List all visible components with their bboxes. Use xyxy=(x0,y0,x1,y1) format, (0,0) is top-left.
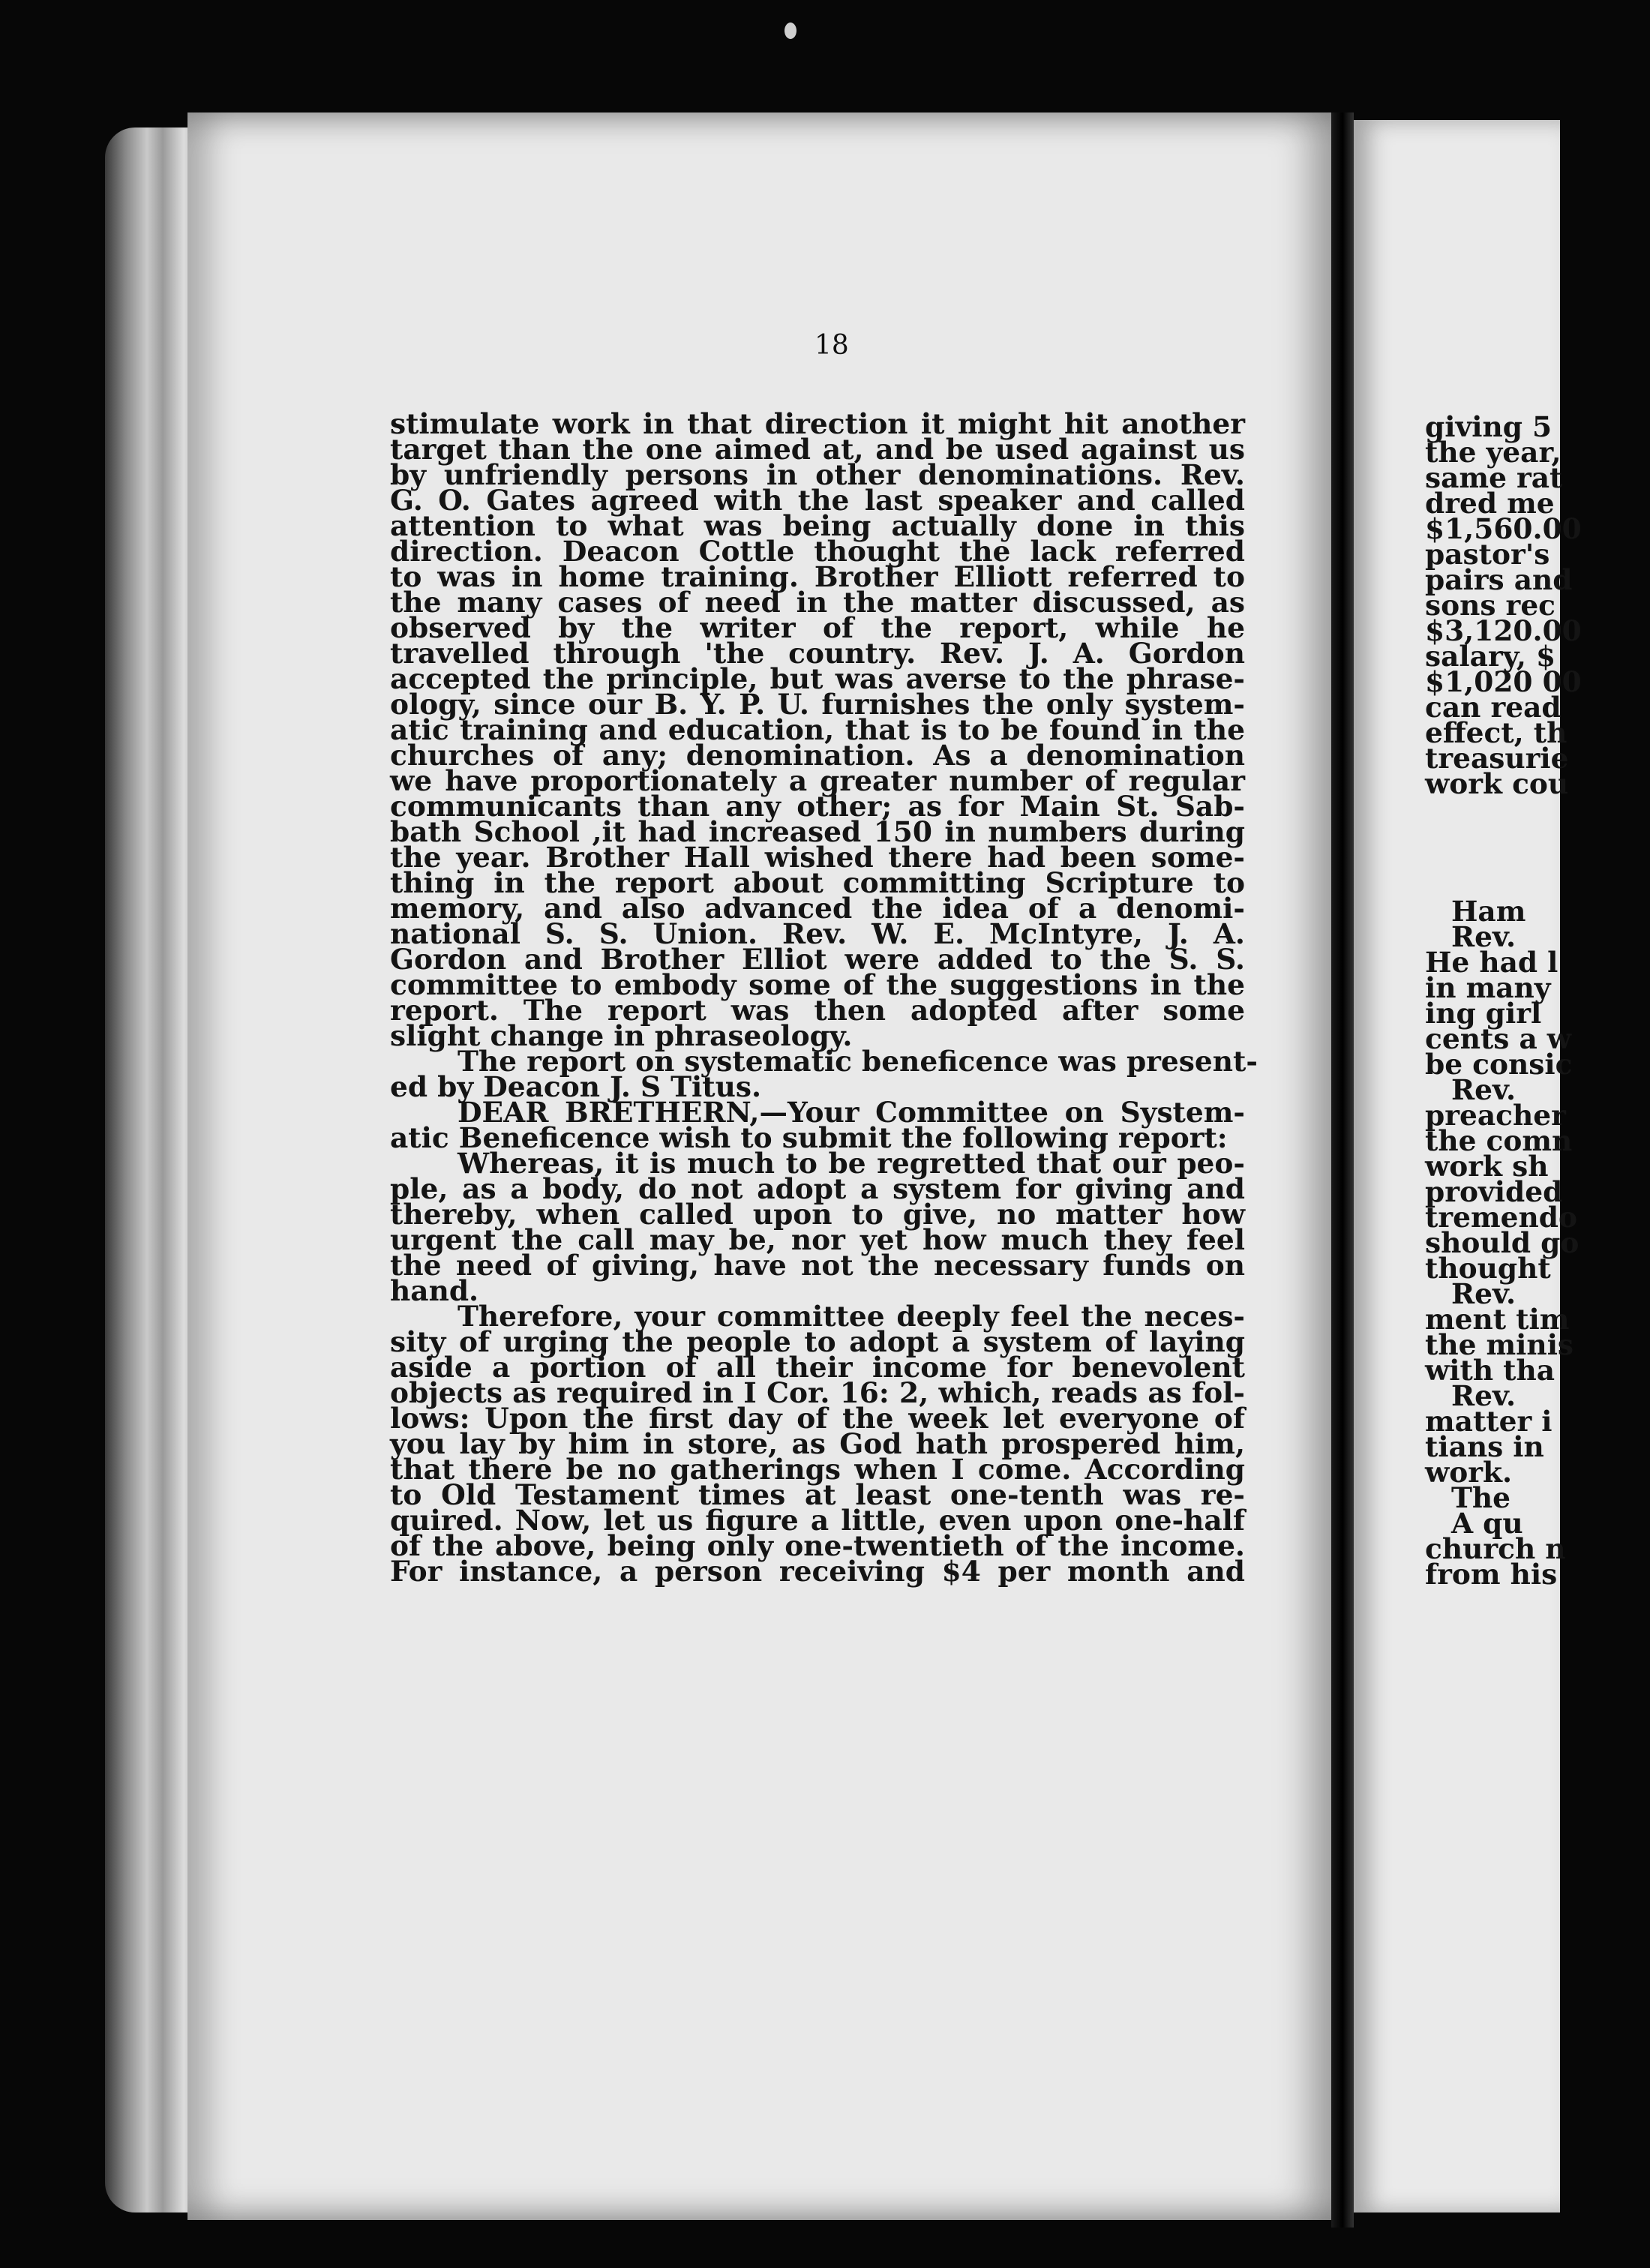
partial-text-line: the comn xyxy=(1425,1124,1573,1157)
partial-text-line: A qu xyxy=(1451,1507,1523,1540)
partial-text-line: be consic xyxy=(1425,1048,1573,1081)
text-line: aside a portion of all their income for benevolent xyxy=(390,1351,1245,1384)
partial-text-line: The xyxy=(1451,1481,1511,1514)
text-line: churches of any; denomination. As a denomination xyxy=(390,739,1245,772)
text-line: we have proportionately a greater number of regular xyxy=(390,764,1245,797)
text-line: Gordon and Brother Elliot were added to the S. S. xyxy=(390,943,1245,976)
text-line: Therefore, your committee deeply feel the neces- xyxy=(458,1300,1245,1333)
text-line: atic training and education, that is to be found in the xyxy=(390,713,1245,746)
partial-text-line: Ham xyxy=(1451,895,1526,928)
text-line: by unfriendly persons in other denominations. Rev. xyxy=(390,458,1245,491)
text-line: travelled through 'the country. Rev. J. A. Gordon xyxy=(390,637,1245,670)
partial-text-line: pairs and xyxy=(1425,563,1573,596)
text-line: urgent the call may be, nor yet how much they feel xyxy=(390,1223,1245,1256)
partial-text-line: $3,120.00 xyxy=(1425,614,1582,647)
text-line: ed by Deacon J. S Titus. xyxy=(390,1070,762,1103)
partial-text-line: church n xyxy=(1425,1532,1566,1565)
partial-text-line: He had l xyxy=(1425,946,1558,979)
partial-text-line: the year, xyxy=(1425,436,1562,469)
text-line: national S. S. Union. Rev. W. E. McIntyre, J. A. xyxy=(390,917,1245,950)
text-line: sity of urging the people to adopt a system of laying xyxy=(390,1325,1245,1358)
page-number: 18 xyxy=(814,330,849,361)
text-line: to was in home training. Brother Elliott referred to xyxy=(390,560,1245,593)
text-line: report. The report was then adopted after some xyxy=(390,994,1245,1027)
partial-text-line: with tha xyxy=(1425,1354,1556,1387)
text-line: bath School ,it had increased 150 in numbers during xyxy=(390,815,1245,848)
partial-text-line: ing girl xyxy=(1425,997,1542,1030)
text-line: thereby, when called upon to give, no matter how xyxy=(390,1198,1245,1231)
text-line: quired. Now, let us figure a little, even upon one-half xyxy=(390,1504,1245,1537)
text-line: direction. Deacon Cottle thought the lack referred xyxy=(390,535,1245,568)
partial-text-line: tians in xyxy=(1425,1430,1544,1463)
partial-text-line: tremendo xyxy=(1425,1201,1577,1234)
text-line: memory, and also advanced the idea of a denomi- xyxy=(390,892,1245,925)
partial-text-line: work sh xyxy=(1425,1150,1549,1183)
text-line: The report on systematic beneficence was present- xyxy=(458,1045,1258,1078)
binding-mark xyxy=(784,22,796,39)
partial-text-line: same rat xyxy=(1425,461,1563,494)
partial-text-line: $1,020 00 xyxy=(1425,665,1582,698)
text-line: the need of giving, have not the necessary funds on xyxy=(390,1249,1245,1282)
partial-text-line: dred me xyxy=(1425,487,1555,520)
partial-text-line: $1,560.00 xyxy=(1425,512,1582,545)
partial-text-line: preacher xyxy=(1425,1099,1566,1132)
text-line: to Old Testament times at least one-tenth was re- xyxy=(390,1478,1245,1511)
text-line: stimulate work in that direction it might hit another xyxy=(390,407,1245,440)
partial-text-line: work cou xyxy=(1425,767,1569,800)
text-line: atic Beneficence wish to submit the following report: xyxy=(390,1121,1228,1154)
text-line: Whereas, it is much to be regretted that our peo- xyxy=(458,1147,1245,1180)
partial-text-line: can read xyxy=(1425,691,1562,724)
partial-text-line: the minis xyxy=(1425,1328,1574,1361)
partial-text-line: Rev. xyxy=(1451,1277,1516,1310)
partial-text-line: in many xyxy=(1425,971,1551,1004)
partial-text-line: pastor's xyxy=(1425,538,1550,571)
text-line: ology, since our B. Y. P. U. furnishes the only system- xyxy=(390,688,1245,721)
text-line: lows: Upon the first day of the week let everyone of xyxy=(390,1402,1245,1435)
partial-text-line: cents a w xyxy=(1425,1022,1572,1055)
partial-text-line: sons rec xyxy=(1425,589,1556,622)
partial-text-line: Rev. xyxy=(1451,1379,1516,1412)
text-line: G. O. Gates agreed with the last speaker and called xyxy=(390,484,1245,517)
partial-text-line: effect, th xyxy=(1425,716,1568,749)
partial-text-line: work. xyxy=(1425,1456,1513,1489)
text-line: accepted the principle, but was averse to the phrase- xyxy=(390,662,1245,695)
partial-text-line: thought xyxy=(1425,1252,1551,1285)
partial-text-line: ment tim xyxy=(1425,1303,1570,1336)
text-line: slight change in phraseology. xyxy=(390,1019,853,1052)
partial-text-line: giving 5 xyxy=(1425,410,1552,443)
text-line: DEAR BRETHERN,—Your Committee on System- xyxy=(458,1096,1245,1129)
text-line: hand. xyxy=(390,1274,479,1307)
partial-text-line: provided xyxy=(1425,1175,1563,1208)
text-line: of the above, being only one-twentieth of the income. xyxy=(390,1529,1245,1562)
partial-text-line: matter i xyxy=(1425,1405,1552,1438)
right-page-text xyxy=(1425,410,1650,1591)
text-line: you lay by him in store, as God hath prospered him, xyxy=(390,1427,1245,1460)
text-line: observed by the writer of the report, while he xyxy=(390,611,1245,644)
book-gutter xyxy=(1331,112,1354,2228)
text-line: committee to embody some of the suggestions in the xyxy=(390,968,1245,1001)
text-line: attention to what was being actually done in this xyxy=(390,509,1245,542)
text-line: communicants than any other; as for Main St. Sab- xyxy=(390,790,1245,823)
partial-text-line xyxy=(1425,848,1650,873)
partial-text-line: should go xyxy=(1425,1226,1580,1259)
text-line: objects as required in I Cor. 16: 2, which, reads as fol- xyxy=(390,1376,1245,1409)
text-line: that there be no gatherings when I come. According xyxy=(390,1453,1245,1486)
left-page-text xyxy=(390,407,1258,1588)
partial-text-line xyxy=(1425,822,1650,848)
partial-text-line: treasurie xyxy=(1425,742,1569,775)
partial-text-line: salary, $ xyxy=(1425,640,1556,673)
text-line: the many cases of need in the matter discussed, as xyxy=(390,586,1245,619)
text-line: the year. Brother Hall wished there had been some- xyxy=(390,841,1245,874)
partial-text-line: Rev. xyxy=(1451,920,1516,953)
partial-text-line xyxy=(1425,796,1650,822)
partial-text-line: Rev. xyxy=(1451,1073,1516,1106)
text-line: target than the one aimed at, and be used against us xyxy=(390,433,1245,466)
partial-text-line: from his xyxy=(1425,1558,1558,1591)
text-line: For instance, a person receiving $4 per month and xyxy=(390,1555,1245,1588)
text-line: ple, as a body, do not adopt a system for giving and xyxy=(390,1172,1245,1205)
text-line: thing in the report about committing Scripture to xyxy=(390,866,1245,899)
